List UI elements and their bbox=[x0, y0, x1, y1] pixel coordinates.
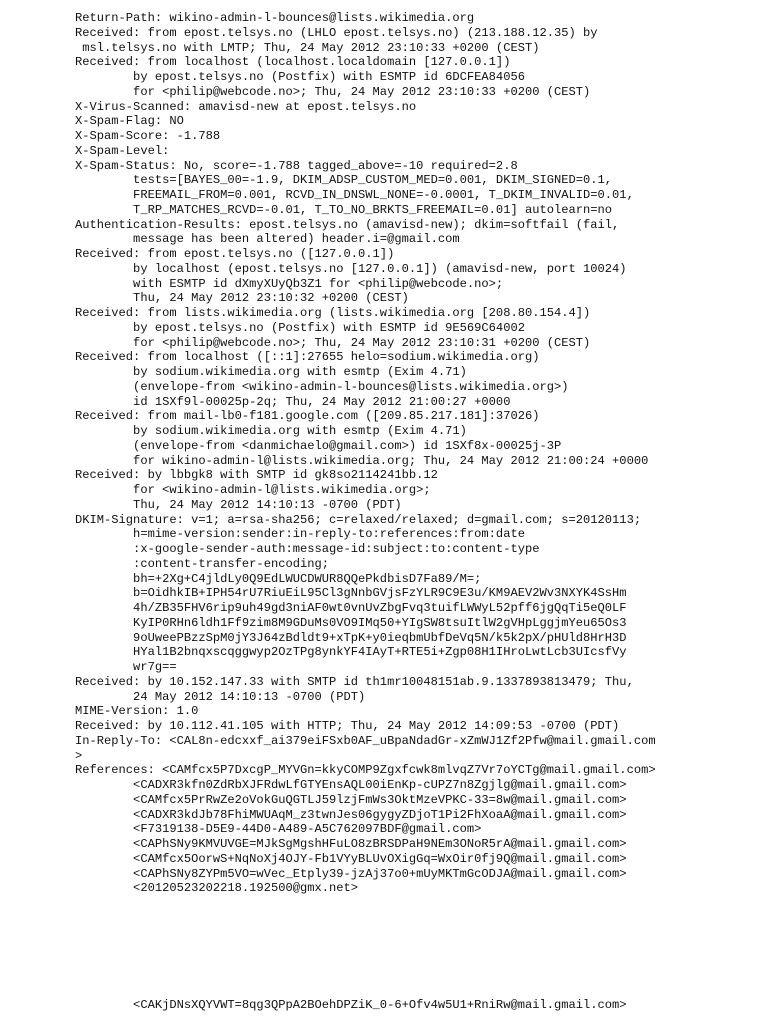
header-line: h=mime-version:sender:in-reply-to:references:from:date bbox=[75, 527, 525, 542]
header-line: FREEMAIL_FROM=0.001, RCVD_IN_DNSWL_NONE=-0.0001, T_DKIM_INVALID=0.01, bbox=[75, 188, 634, 202]
header-line: T_RP_MATCHES_RCVD=-0.01, T_TO_NO_BRKTS_FREEMAIL=0.01] autolearn=no bbox=[75, 202, 613, 217]
header-line: > bbox=[75, 748, 83, 763]
header-line: In-Reply-To: <CAL8n-edcxxf_ai379eiFSxb0AF_uBpaNdadGr-xZmWJ1Zf2Pfw@mail.gmail.com bbox=[75, 733, 656, 748]
header-line: for <wikino-admin-l@lists.wikimedia.org>; bbox=[75, 483, 431, 497]
header-line: <CADXR3kdJb78FhiMWUAqM_z3twnJes06gygyZDjoT1Pi2FhXoaA@mail.gmail.com> bbox=[75, 807, 627, 822]
header-line: for <philip@webcode.no>; Thu, 24 May 2012 23:10:33 +0200 (CEST) bbox=[75, 84, 591, 99]
header-line: <CADXR3kfn0ZdRbXJFRdwLfGTYEnsAQL00iEnKp-cUPZ7n8Zgjlg@mail.gmail.com> bbox=[75, 778, 627, 792]
email-header-block bbox=[75, 11, 765, 896]
header-line: by sodium.wikimedia.org with esmtp (Exim 4.71) bbox=[75, 424, 467, 438]
header-line: Received: by lbbgk8 with SMTP id gk8so2114241bb.12 bbox=[75, 468, 438, 483]
header-line: References: <CAMfcx5P7DxcgP_MYVGn=kkyCOMP9Zgxfcwk8mlvqZ7Vr7oYCTg@mail.gmail.com> bbox=[75, 763, 656, 778]
email-header-document bbox=[75, 11, 765, 1013]
header-line: Received: from lists.wikimedia.org (lists.wikimedia.org [208.80.154.4]) bbox=[75, 306, 591, 320]
header-line: bh=+2Xg+C4jldLy0Q9EdLWUCDWUR8QQePkdbisD7Fa89/M=; bbox=[75, 571, 482, 586]
header-line: <20120523202218.192500@gmx.net> bbox=[75, 881, 359, 896]
header-line: tests=[BAYES_00=-1.9, DKIM_ADSP_CUSTOM_MED=0.001, DKIM_SIGNED=0.1, bbox=[75, 173, 613, 188]
header-line: Thu, 24 May 2012 14:10:13 -0700 (PDT) bbox=[75, 497, 402, 512]
header-line: X-Spam-Level: bbox=[75, 143, 170, 158]
header-line: <CAPhSNy9KMVUVGE=MJkSgMgshHFuLO8zBRSDPaH9NEm3ONoR5rA@mail.gmail.com> bbox=[75, 837, 627, 851]
header-line: for wikino-admin-l@lists.wikimedia.org; Thu, 24 May 2012 21:00:24 +0000 bbox=[75, 453, 649, 468]
header-line: 4h/ZB35FHV6rip9uh49gd3niAF0wt0vnUvZbgFvq3tuifLWWyL52pff6jgQqTi5eQ0LF bbox=[75, 601, 627, 615]
header-line: X-Spam-Score: -1.788 bbox=[75, 129, 221, 143]
header-line: wr7g== bbox=[75, 660, 177, 674]
header-line: <CAMfcx5OorwS+NqNoXj4OJY-Fb1VYyBLUvOXigGq=WxOir0fj9Q@mail.gmail.com> bbox=[75, 851, 627, 866]
header-line: Received: from localhost ([::1]:27655 helo=sodium.wikimedia.org) bbox=[75, 350, 540, 365]
header-line: <F7319138-D5E9-44D0-A489-A5C762097BDF@gmail.com> bbox=[75, 822, 482, 837]
header-line: by sodium.wikimedia.org with esmtp (Exim 4.71) bbox=[75, 365, 467, 379]
header-line: (envelope-from <wikino-admin-l-bounces@lists.wikimedia.org>) bbox=[75, 379, 569, 394]
header-line: message has been altered) header.i=@gmail.com bbox=[75, 232, 460, 247]
header-line: :content-transfer-encoding; bbox=[75, 556, 330, 571]
header-line: Authentication-Results: epost.telsys.no (amavisd-new); dkim=softfail (fail, bbox=[75, 217, 620, 232]
header-line: KyIP0RHn6ldh1Ff9zim8M9GDuMs0VO9IMq50+YIgSW8tsuItlW2gVHpLggjmYeu65Os3 bbox=[75, 615, 627, 630]
blank-gap bbox=[75, 896, 765, 998]
header-line: Received: from localhost (localhost.localdomain [127.0.0.1]) bbox=[75, 55, 511, 70]
header-line: with ESMTP id dXmyXUyQb3Z1 for <philip@webcode.no>; bbox=[75, 276, 504, 291]
header-line: MIME-Version: 1.0 bbox=[75, 704, 199, 719]
header-line: 24 May 2012 14:10:13 -0700 (PDT) bbox=[75, 689, 366, 704]
header-line: Thu, 24 May 2012 23:10:32 +0200 (CEST) bbox=[75, 291, 409, 306]
header-line: (envelope-from <danmichaelo@gmail.com>) id 1SXf8x-00025j-3P bbox=[75, 438, 562, 453]
header-line: by localhost (epost.telsys.no [127.0.0.1]) (amavisd-new, port 10024) bbox=[75, 261, 627, 276]
header-line: X-Virus-Scanned: amavisd-new at epost.telsys.no bbox=[75, 99, 417, 114]
email-header-continuation-block bbox=[75, 998, 765, 1013]
header-line: X-Spam-Status: No, score=-1.788 tagged_above=-10 required=2.8 bbox=[75, 158, 518, 173]
header-line: id 1SXf9l-00025p-2q; Thu, 24 May 2012 21:00:27 +0000 bbox=[75, 394, 511, 409]
header-line: by epost.telsys.no (Postfix) with ESMTP id 9E569C64002 bbox=[75, 320, 525, 335]
header-line: Received: by 10.112.41.105 with HTTP; Thu, 24 May 2012 14:09:53 -0700 (PDT) bbox=[75, 719, 620, 733]
header-line: 9oUweePBzzSpM0jY3J64zBdldt9+xTpK+y0ieqbmUbfDeVq5N/k5k2pX/pHUld8HrH3D bbox=[75, 630, 627, 645]
header-line: b=OidhkIB+IPH54rU7RiuEiL95Cl3gNnbGVjsFzYLR9C9E3u/KM9AEV2Wv3NXYK4SsHm bbox=[75, 586, 627, 601]
header-line: Received: from mail-lb0-f181.google.com ([209.85.217.181]:37026) bbox=[75, 409, 540, 424]
header-line: DKIM-Signature: v=1; a=rsa-sha256; c=relaxed/relaxed; d=gmail.com; s=20120113; bbox=[75, 512, 642, 527]
header-line: Received: from epost.telsys.no ([127.0.0.1]) bbox=[75, 247, 395, 261]
header-line: <CAKjDNsXQYVWT=8qg3QPpA2BOehDPZiK_0-6+Ofv4w5U1+RniRw@mail.gmail.com> bbox=[75, 998, 627, 1012]
header-line: Received: by 10.152.147.33 with SMTP id th1mr10048151ab.9.1337893813479; Thu, bbox=[75, 674, 634, 689]
header-line: <CAMfcx5PrRwZe2oVokGuQGTLJ59lzjFmWs3OktMzeVPKC-33=8w@mail.gmail.com> bbox=[75, 792, 627, 807]
header-line: :x-google-sender-auth:message-id:subject:to:content-type bbox=[75, 542, 540, 556]
header-line: Return-Path: wikino-admin-l-bounces@lists.wikimedia.org bbox=[75, 11, 475, 25]
header-line: Received: from epost.telsys.no (LHLO epost.telsys.no) (213.188.12.35) by bbox=[75, 25, 598, 40]
header-line: <CAPhSNy8ZYPm5VO=wVec_Etply39-jzAj37o0+mUyMKTmGcODJA@mail.gmail.com> bbox=[75, 866, 627, 881]
header-line: for <philip@webcode.no>; Thu, 24 May 2012 23:10:31 +0200 (CEST) bbox=[75, 335, 591, 350]
header-line: HYal1B2bnqxscqggwyp2OzTPg8ynkYF4IAyT+RTE5i+Zgp08H1IHroLwtLcb3UIcsfVy bbox=[75, 645, 627, 660]
header-line: msl.telsys.no with LMTP; Thu, 24 May 2012 23:10:33 +0200 (CEST) bbox=[75, 40, 540, 55]
header-line: X-Spam-Flag: NO bbox=[75, 114, 184, 129]
header-line: by epost.telsys.no (Postfix) with ESMTP id 6DCFEA84056 bbox=[75, 70, 525, 84]
